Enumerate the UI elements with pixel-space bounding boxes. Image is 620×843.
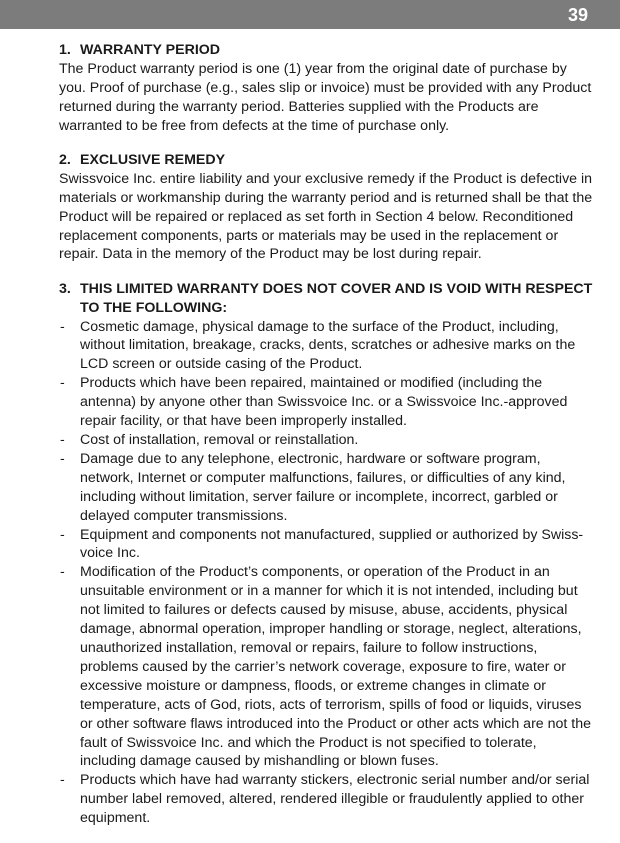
section-number: 2. <box>59 151 71 168</box>
section-title: WARRANTY PERIOD <box>80 42 221 58</box>
section-limited-warranty-exclusions <box>59 280 593 828</box>
section-body: Swissvoice Inc. entire liability and your exclusive remedy if the Product is defective in materials or workmanship during the warranty period and is returned shall be that the Product will be repaired or replaced as set forth in Section 4 below. Reconditioned replacement components, parts or materials may be used in the replacement or repair. Data in the memory of the Product may be lost during repair. <box>59 170 593 263</box>
list-item-text: Modification of the Product’s components, or operation of the Product in an unsuitable environment or in a manner for which it is not intended, including but not limited to failures or defects caused by misuse, abuse, accidents, physical damage, abnormal operation, improper handling or storage, neglect, alterations, unauthorized installation, removal or repairs, failure to follow instructions, problems caused by the carrier’s network coverage, exposure to fire, water or excessive moisture or dampness, floods, or extreme changes in climate or temperature, acts of God, riots, acts of terrorism, spills of food or liquids, viruses or other software flaws introduced into the Product or other acts which are not the fault of Swissvoice Inc. and which the Product is not specified to tolerate, including damage caused by mishandling or blown fuses. <box>80 564 592 770</box>
list-item-text: Damage due to any telephone, electronic, hardware or software program, network, Internet or computer malfunctions, failures, or difficulties of any kind, including without limitation, server failure or incomplete, incorrect, garbled or delayed computer transmissions. <box>80 450 566 524</box>
section-exclusive-remedy <box>59 151 593 264</box>
exclusion-list <box>59 318 593 828</box>
section-heading <box>59 151 593 170</box>
bullet-marker: - <box>60 772 65 789</box>
list-item <box>59 450 593 526</box>
list-item-text: Products which have had warranty stickers, electronic serial number and/or serial number label removed, altered, rendered illegible or fraudulently applied to other equipment. <box>80 772 590 827</box>
list-item <box>59 771 593 828</box>
list-item <box>59 526 593 564</box>
list-item-text: Cost of installation, removal or reinstallation. <box>80 432 359 448</box>
section-body: The Product warranty period is one (1) year from the original date of purchase by you. Proof of purchase (e.g., sales slip or invoice) must be provided with any Product returned during the warranty period. Batteries supplied with the Products are warranted to be free from defects at the time of purchase only. <box>59 60 592 134</box>
list-item <box>59 563 593 771</box>
section-number: 1. <box>59 42 71 58</box>
section-number: 3. <box>59 280 71 297</box>
list-item <box>59 374 593 431</box>
section-heading <box>59 41 593 60</box>
bullet-marker: - <box>60 432 65 448</box>
list-item-text: Cosmetic damage, physical damage to the surface of the Product, including, without limitation, breakage, cracks, dents, scratches or adhesive marks on the LCD screen or outside casing of the Product. <box>80 318 576 373</box>
section-title: EXCLUSIVE REMEDY <box>80 151 226 168</box>
page-header-bar <box>0 0 620 29</box>
list-item-text: Equipment and components not manufactured, supplied or authorized by Swiss-voice Inc. <box>80 526 584 562</box>
list-item <box>59 318 593 375</box>
bullet-marker: - <box>60 375 65 392</box>
section-title: THIS LIMITED WARRANTY DOES NOT COVER AND IS VOID WITH RESPECT TO THE FOLLOWING: <box>80 280 593 316</box>
bullet-marker: - <box>60 318 65 335</box>
section-warranty-period <box>59 41 593 136</box>
list-item <box>59 431 593 450</box>
page-number: 39 <box>567 5 588 25</box>
document-content <box>59 41 593 843</box>
bullet-marker: - <box>60 564 65 581</box>
section-heading <box>59 280 593 318</box>
bullet-marker: - <box>60 526 65 543</box>
list-item-text: Products which have been repaired, maintained or modified (including the antenna) by anyone other than Swissvoice Inc. or a Swissvoice Inc.-approved repair facility, or that have been improperly installed. <box>80 375 568 430</box>
bullet-marker: - <box>60 450 65 467</box>
